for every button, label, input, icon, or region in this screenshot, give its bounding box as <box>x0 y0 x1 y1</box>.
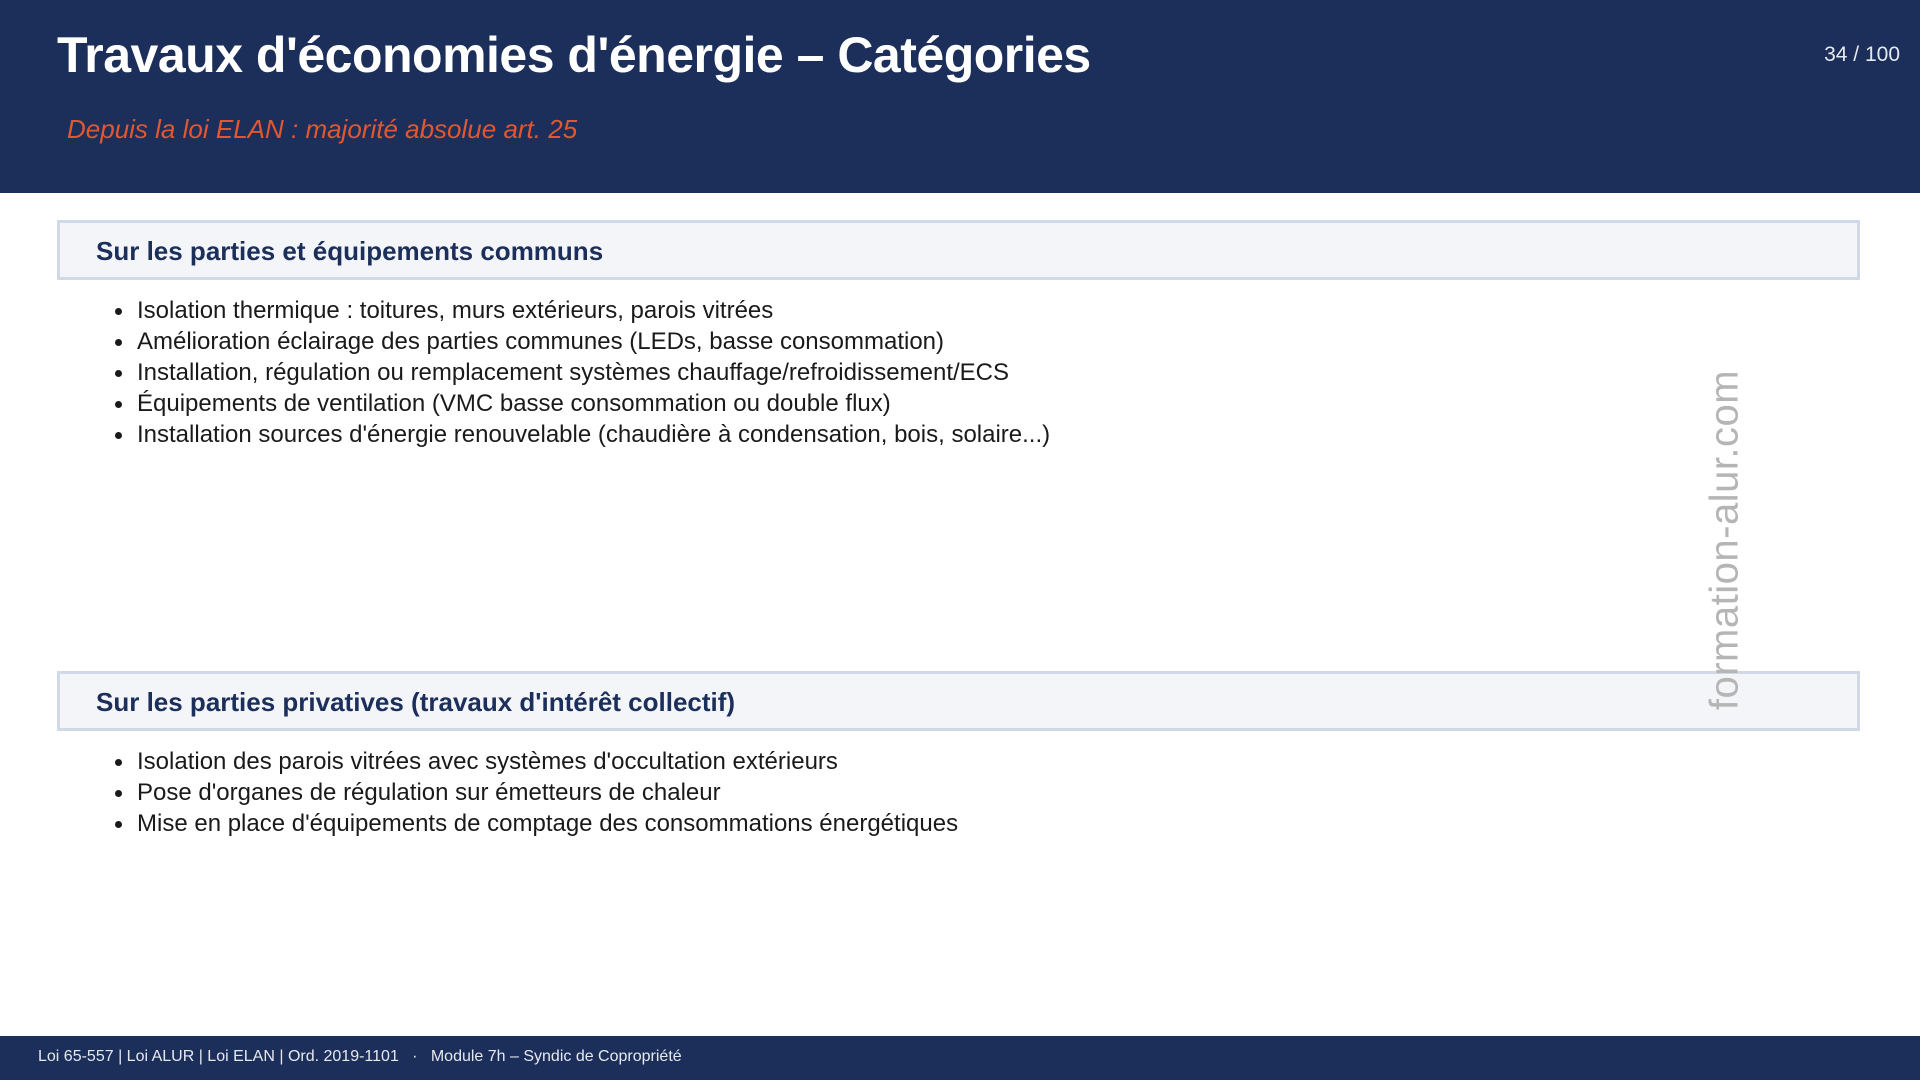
list-item <box>112 777 958 808</box>
bullet-list-private <box>112 746 958 839</box>
list-item <box>112 295 1050 326</box>
page-title: Travaux d'économies d'énergie – Catégories <box>57 27 1091 83</box>
list-item <box>112 357 1050 388</box>
header-bar <box>0 0 1920 193</box>
bullet-icon <box>115 790 122 797</box>
bullet-icon <box>115 370 122 377</box>
footer-bar <box>0 1036 1920 1080</box>
bullet-icon <box>115 308 122 315</box>
list-item-text: Mise en place d'équipements de comptage des consommations énergétiques <box>137 810 959 837</box>
footer-text: Loi 65-557 | Loi ALUR | Loi ELAN | Ord. 2019-1101 · Module 7h – Syndic de Copropriété <box>38 1048 682 1065</box>
list-item <box>112 746 958 777</box>
page-number: 34 / 100 <box>1824 43 1900 66</box>
list-item <box>112 808 958 839</box>
bullet-icon <box>115 432 122 439</box>
bullet-icon <box>115 759 122 766</box>
watermark: formation-alur.com <box>1702 369 1747 711</box>
bullet-icon <box>115 339 122 346</box>
list-item-text: Installation sources d'énergie renouvelable (chaudière à condensation, bois, solaire...) <box>137 421 1051 448</box>
bullet-list-common <box>112 295 1050 450</box>
section-header-private <box>57 671 1860 731</box>
list-item-text: Équipements de ventilation (VMC basse consommation ou double flux) <box>137 390 891 417</box>
bullet-icon <box>115 821 122 828</box>
list-item-text: Installation, régulation ou remplacement systèmes chauffage/refroidissement/ECS <box>137 359 1010 386</box>
list-item-text: Amélioration éclairage des parties communes (LEDs, basse consommation) <box>137 328 945 355</box>
list-item-text: Isolation thermique : toitures, murs extérieurs, parois vitrées <box>137 297 774 324</box>
bullet-icon <box>115 401 122 408</box>
list-item <box>112 388 1050 419</box>
list-item-text: Isolation des parois vitrées avec systèmes d'occultation extérieurs <box>137 748 838 775</box>
list-item-text: Pose d'organes de régulation sur émetteurs de chaleur <box>137 779 721 806</box>
list-item <box>112 419 1050 450</box>
section-heading: Sur les parties privatives (travaux d'intérêt collectif) <box>96 687 736 717</box>
section-header-common <box>57 220 1860 280</box>
page-subtitle: Depuis la loi ELAN : majorité absolue art. 25 <box>67 114 578 144</box>
list-item <box>112 326 1050 357</box>
section-heading: Sur les parties et équipements communs <box>96 236 604 266</box>
